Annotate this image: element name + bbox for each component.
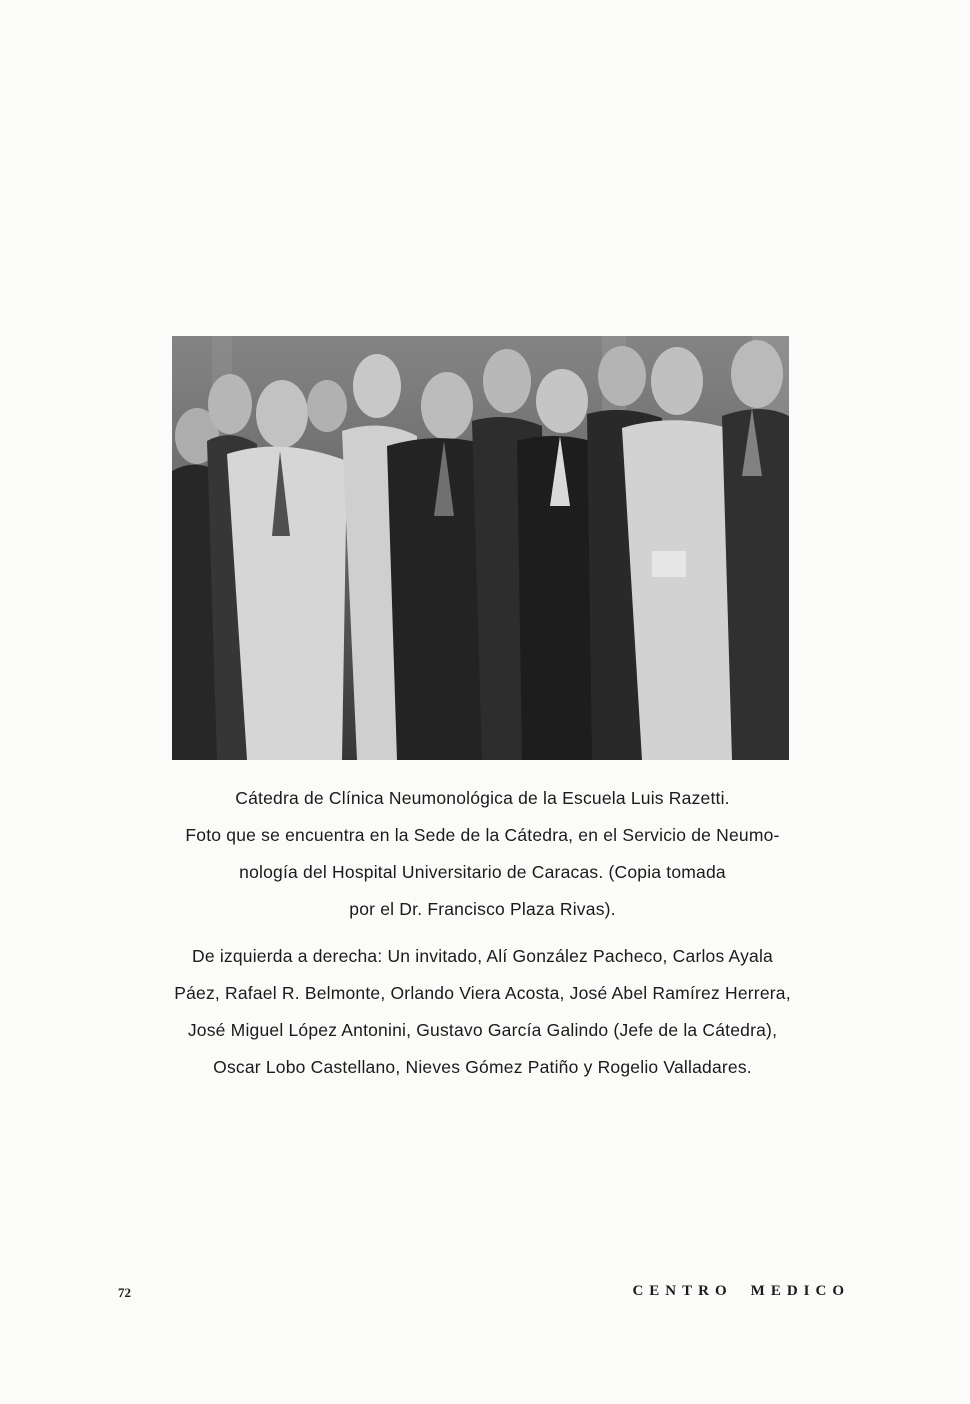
journal-word-1: CENTRO xyxy=(632,1283,733,1299)
caption-line: Foto que se encuentra en la Sede de la Cátedra, en el Servicio de Neumo- xyxy=(185,825,780,845)
caption-line: nología del Hospital Universitario de Caracas. (Copia tomada xyxy=(239,862,726,882)
journal-word-2: MEDICO xyxy=(750,1283,850,1299)
page-number: 72 xyxy=(118,1285,131,1300)
group-photo xyxy=(172,336,789,760)
names-line: José Miguel López Antonini, Gustavo García Galindo (Jefe de la Cátedra), xyxy=(187,1020,778,1040)
group-photo-image xyxy=(172,336,789,760)
journal-title xyxy=(632,1283,850,1300)
names-line: De izquierda a derecha: Un invitado, Alí González Pacheco, Carlos Ayala xyxy=(191,946,773,966)
names-line: Páez, Rafael R. Belmonte, Orlando Viera Acosta, José Abel Ramírez Herrera, xyxy=(174,983,791,1003)
photo-caption xyxy=(150,780,815,928)
names-line: Oscar Lobo Castellano, Nieves Gómez Patiño y Rogelio Valladares. xyxy=(213,1057,752,1077)
names-list xyxy=(150,938,815,1086)
caption-line: por el Dr. Francisco Plaza Rivas). xyxy=(349,899,616,919)
caption-line: Cátedra de Clínica Neumonológica de la Escuela Luis Razetti. xyxy=(235,788,730,808)
